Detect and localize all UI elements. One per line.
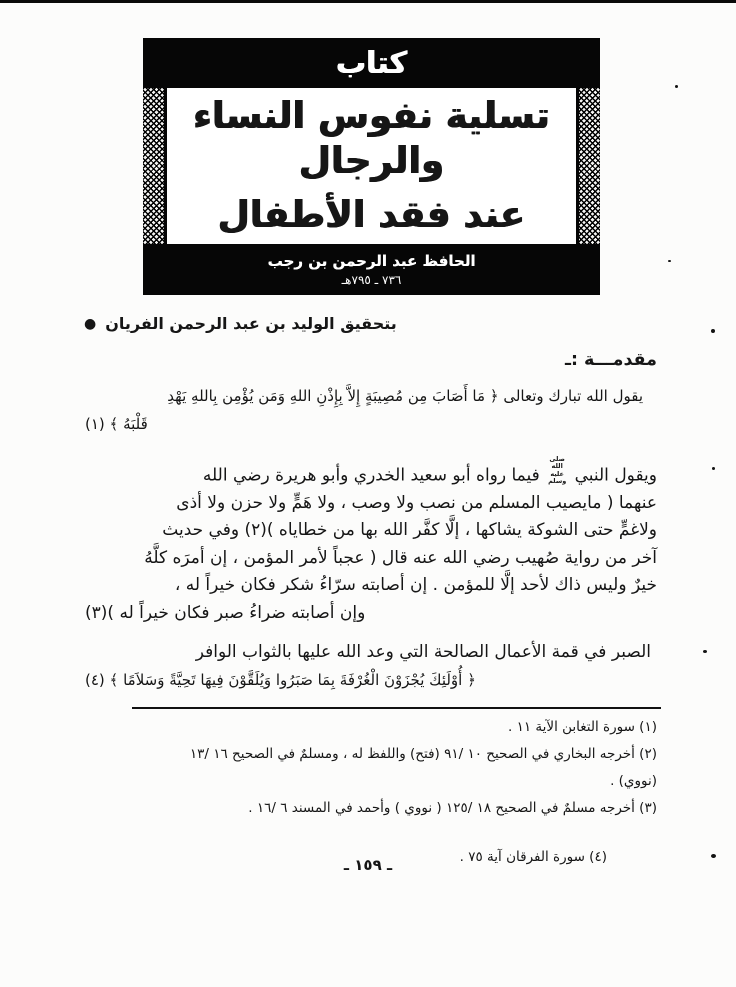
hadith-line: خيرٌ وليس ذاك لأحد إلَّا للمؤمن . إن أصابته سرّاءُ شكر فكان خيراً له ، <box>174 575 657 596</box>
hadith-paragraph <box>85 456 657 627</box>
book-title-line1: تسلية نفوس النساء والرجال <box>193 94 550 182</box>
hatch-border-left <box>143 88 164 244</box>
hatch-border-right <box>579 88 600 244</box>
hadith-line-end: وإن أصابته ضراءُ صبر فكان خيراً له )(٣) <box>85 602 366 623</box>
page-number: ـ ١٥٩ ـ <box>343 856 393 874</box>
kitab-label: كتاب <box>335 45 408 81</box>
kitab-banner <box>143 38 600 88</box>
verse-paragraph-2 <box>85 639 657 694</box>
body-text <box>85 350 657 694</box>
hadith-line <box>85 456 657 490</box>
book-title <box>167 88 576 244</box>
scan-speck <box>711 854 716 858</box>
hadith-line: عنهما ( مايصيب المسلم من نصب ولا وصب ، ولا هَمٍّ ولا حزن ولا أذى <box>176 492 657 513</box>
hadith-text: فيما رواه أبو سعيد الخدري وأبو هريرة رضي الله <box>202 465 540 486</box>
title-box <box>143 38 600 295</box>
scan-speck <box>668 260 671 262</box>
hadith-line: آخر من رواية صُهيب رضي الله عنه قال ( عجباً لأمر المؤمن ، إن أمرَه كلَّهُ <box>144 547 657 568</box>
hadith-text: ويقول النبي <box>574 465 657 486</box>
scan-speck <box>675 85 678 88</box>
author-name: الحافظ عبد الرحمن بن رجب <box>267 252 476 270</box>
sabr-line: الصبر في قمة الأعمال الصالحة التي وعد الله عليها بالثواب الوافر <box>195 642 651 663</box>
quran-verse-line: يقول الله تبارك وتعالى ﴿ مَا أَصَابَ مِن مُصِيبَةٍ إِلاَّ بِإِذْنِ اللهِ وَمَن يُؤْمِن بِاللهِ يَهْدِ <box>167 387 643 405</box>
footnote: (٣) أخرجه مسلمٌ في الصحيح ١٨ /١٢٥ ( نووي ) وأحمد في المسند ٦ /١٦ . <box>248 800 657 816</box>
footnote-continuation: (نووي) . <box>610 773 657 789</box>
footnote-separator <box>132 707 661 709</box>
page-top-rule <box>0 0 736 3</box>
footnotes <box>85 714 657 871</box>
footnote: (٢) أخرجه البخاري في الصحيح ١٠ /٩١ (فتح) واللفظ له ، ومسلمٌ في الصحيح ١٦ /١٣ <box>189 746 657 762</box>
author-banner <box>143 244 600 295</box>
bullet-icon: ● <box>84 315 97 332</box>
footnote: (٤) سورة الفرقان آية ٧٥ . <box>459 849 607 865</box>
verse-paragraph-1 <box>85 383 657 438</box>
scan-speck <box>703 650 707 653</box>
quran-verse-end: قَلْبَهُ ﴾ (١) <box>85 414 148 433</box>
editor-credit <box>84 314 397 333</box>
scan-speck <box>712 467 715 470</box>
salla-allahu-alayhi-wasallam-mark: صلى الله عليه وسلم <box>548 455 567 486</box>
footnote: (١) سورة التغابن الآية ١١ . <box>507 719 657 735</box>
scan-speck <box>711 329 715 333</box>
hadith-line: ولاغمٍّ حتى الشوكة يشاكها ، إلَّا كفَّر الله بها من خطاياه )(٢) وفي حديث <box>162 520 657 541</box>
muqaddima-heading: مقدمـــة :ـ <box>564 350 657 370</box>
author-dates: ٧٣٦ ـ ٧٩٥هـ <box>341 273 402 287</box>
title-middle <box>143 88 600 244</box>
editor-credit-text: بتحقيق الوليد بن عبد الرحمن الفريان <box>105 314 397 333</box>
quran-verse-2: ﴿ أُوْلَئِكَ يُجْزَوْنَ الْغُرْفَةَ بِمَا صَبَرُوا وَيُلَقَّوْنَ فِيهَا تَحِيَّةً وَسَلاَمًا ﴾ (٤) <box>85 670 476 689</box>
book-title-line2: عند فقد الأطفال <box>217 193 526 237</box>
